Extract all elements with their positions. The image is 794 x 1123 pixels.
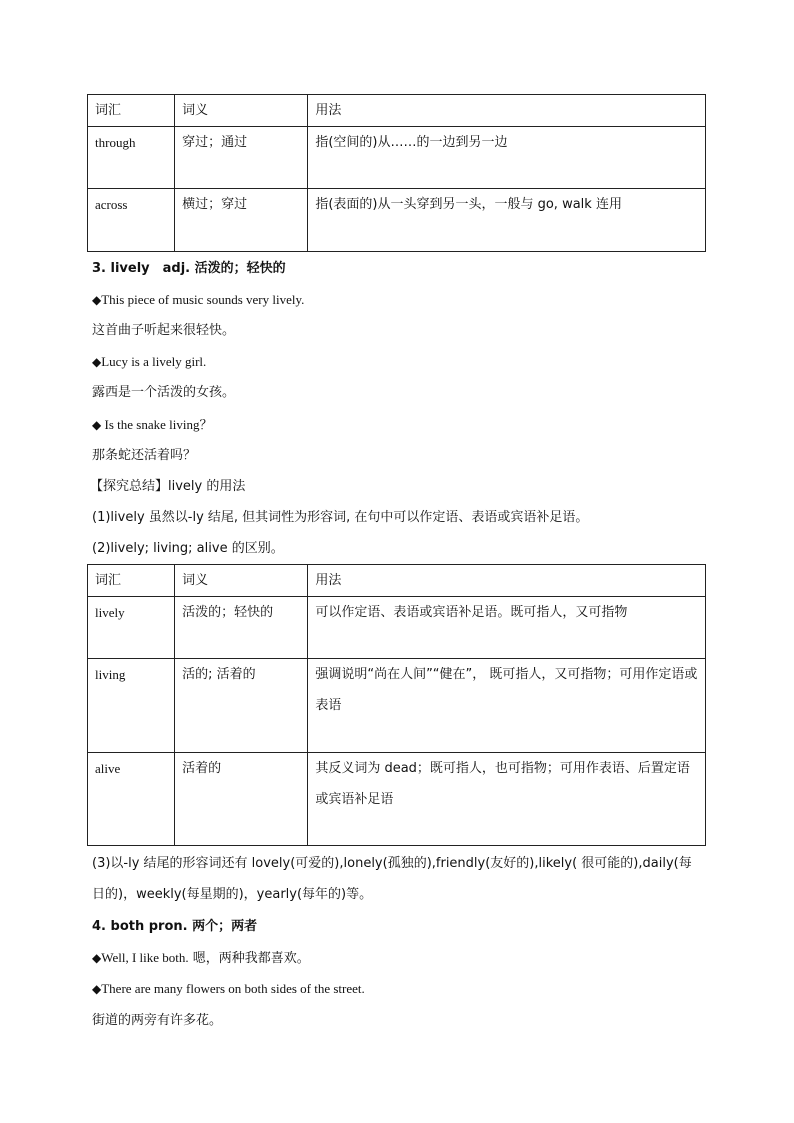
meaning-cell: 活着的 <box>175 753 308 846</box>
example-sentence <box>92 290 304 310</box>
meaning-cell: 活的; 活着的 <box>175 659 308 753</box>
example-sentence <box>92 415 212 435</box>
example-translation: 那条蛇还活着吗？ <box>92 448 197 463</box>
summary-point-3: (3)以-ly 结尾的形容词还有 lovely(可爱的),lonely(孤独的),friendly(友好的),likely( 很可能的),daily(每日的)，weekly(每星期的)，yearly(每年的)等。 <box>92 856 692 902</box>
header-cell-word: 词汇 <box>88 565 175 597</box>
diamond-bullet-icon: ◆ <box>92 982 102 996</box>
meaning-cell: 横过；穿过 <box>175 189 308 252</box>
usage-cell: 指(空间的)从……的一边到另一边 <box>308 127 706 189</box>
diamond-bullet-icon: ◆ <box>92 293 102 307</box>
meaning-cell: 活泼的；轻快的 <box>175 597 308 659</box>
header-cell-usage: 用法 <box>308 565 706 597</box>
table-row <box>88 127 706 189</box>
table-row <box>88 753 706 846</box>
header-cell-word: 词汇 <box>88 95 175 127</box>
example-sentence <box>92 948 310 969</box>
example-sentence <box>92 352 206 372</box>
header-cell-meaning: 词义 <box>175 95 308 127</box>
usage-cell: 指(表面的)从一头穿到另一头，一般与 go, walk 连用 <box>308 189 706 252</box>
section-4-heading: 4. both pron. 两个；两者 <box>92 919 258 934</box>
example-en: Well, I like both. <box>101 950 189 965</box>
meaning-cell: 穿过；通过 <box>175 127 308 189</box>
lively-living-alive-table <box>87 564 706 846</box>
example-en: Lucy is a lively girl. <box>101 354 207 369</box>
usage-cell: 可以作定语、表语或宾语补足语。既可指人，又可指物 <box>308 597 706 659</box>
example-en: This piece of music sounds very lively. <box>101 292 305 307</box>
example-sentence <box>92 979 365 999</box>
table-header-row <box>88 565 706 597</box>
diamond-bullet-icon: ◆ <box>92 418 102 432</box>
table-row <box>88 189 706 252</box>
usage-cell: 强调说明“尚在人间”“健在”， 既可指人，又可指物；可用作定语或表语 <box>308 659 706 753</box>
word-cell: across <box>88 189 175 252</box>
header-cell-meaning: 词义 <box>175 565 308 597</box>
word-cell: lively <box>88 597 175 659</box>
summary-point-2: (2)lively; living; alive 的区别。 <box>92 541 284 556</box>
table-header-row <box>88 95 706 127</box>
section-3-heading: 3. lively adj. 活泼的；轻快的 <box>92 261 286 276</box>
example-translation: 露西是一个活泼的女孩。 <box>92 385 236 400</box>
example-en: There are many flowers on both sides of the street. <box>101 981 365 996</box>
usage-cell: 其反义词为 dead；既可指人，也可指物；可用作表语、后置定语或宾语补足语 <box>308 753 706 846</box>
word-cell: alive <box>88 753 175 846</box>
word-cell: through <box>88 127 175 189</box>
example-zh: 嗯，两种我都喜欢。 <box>188 951 310 966</box>
example-en: Is the snake living？ <box>101 417 213 432</box>
table-row <box>88 597 706 659</box>
summary-point-1: (1)lively 虽然以-ly 结尾, 但其词性为形容词, 在句中可以作定语、表语或宾语补足语。 <box>92 510 589 525</box>
header-cell-usage: 用法 <box>308 95 706 127</box>
diamond-bullet-icon: ◆ <box>92 951 102 965</box>
through-across-table <box>87 94 706 252</box>
diamond-bullet-icon: ◆ <box>92 355 102 369</box>
example-translation: 这首曲子听起来很轻快。 <box>92 323 236 338</box>
example-translation: 街道的两旁有许多花。 <box>92 1013 223 1028</box>
table-row <box>88 659 706 753</box>
summary-title: 【探究总结】lively 的用法 <box>90 479 246 494</box>
word-cell: living <box>88 659 175 753</box>
